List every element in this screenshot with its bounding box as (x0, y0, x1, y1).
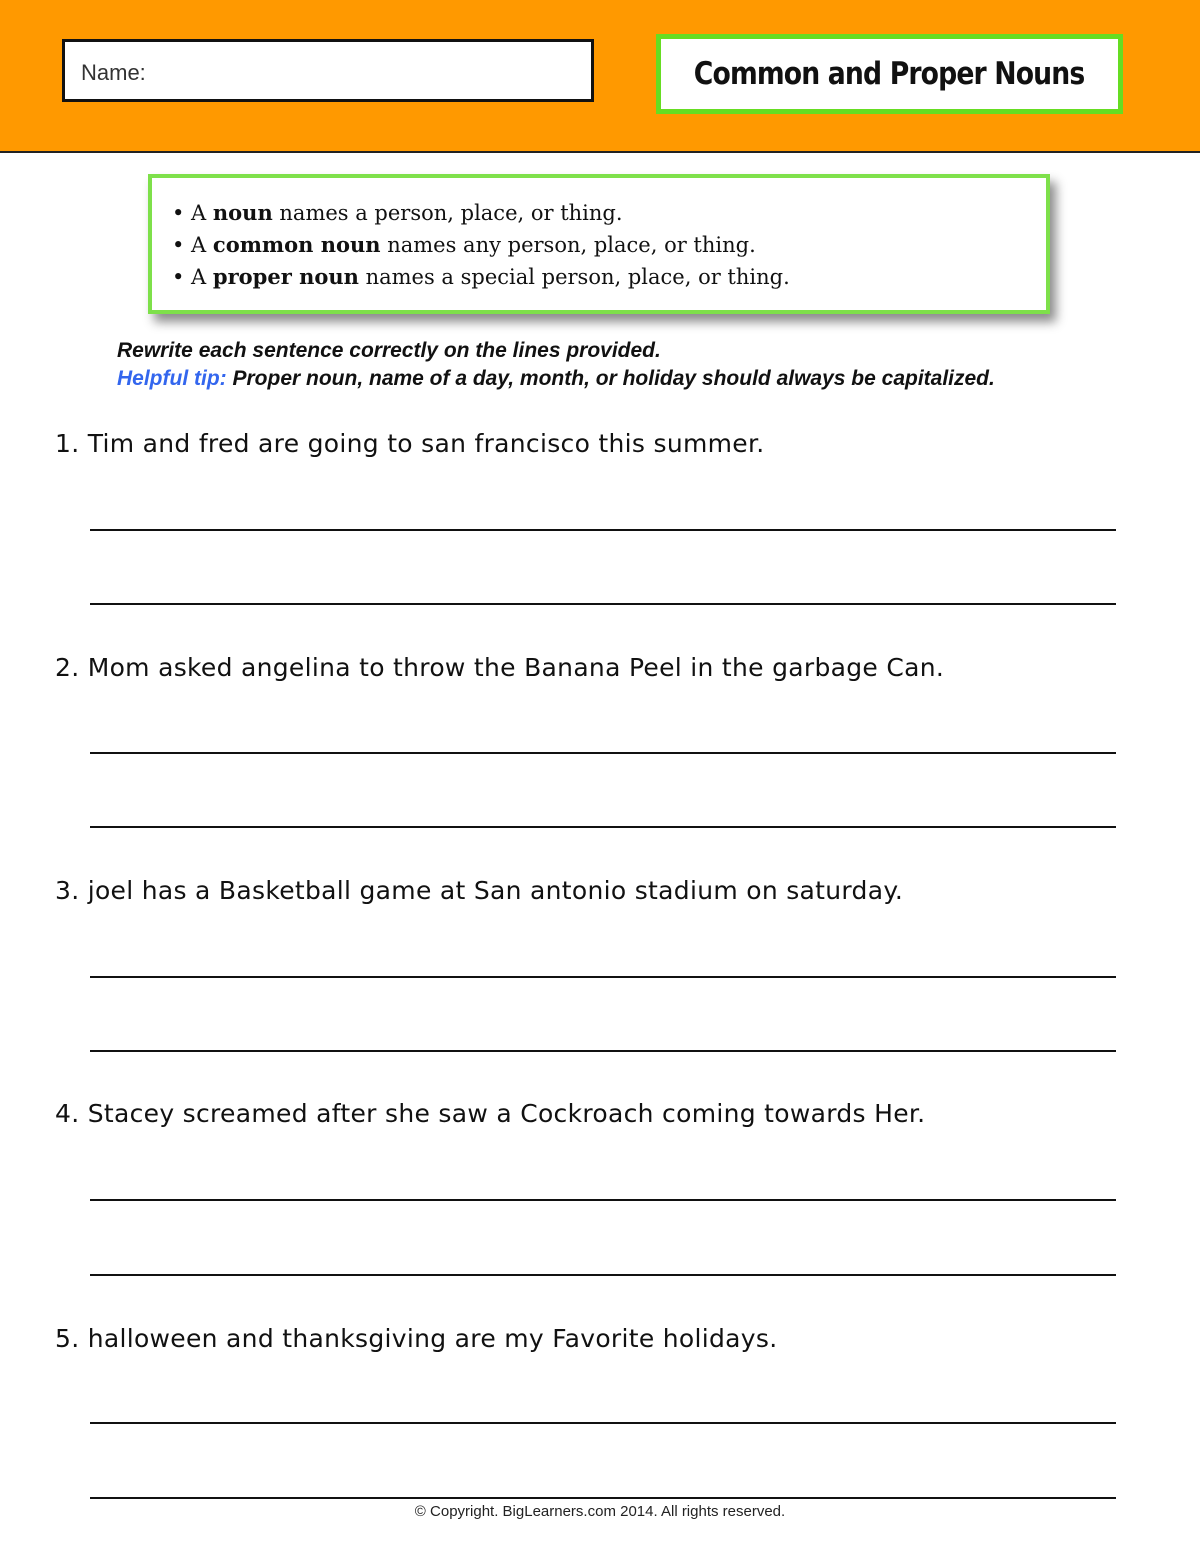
name-label: Name: (81, 60, 146, 85)
question-1: 1. Tim and fred are going to san francisco this summer. (55, 429, 765, 458)
question-3: 3. joel has a Basketball game at San antonio stadium on saturday. (55, 876, 904, 905)
answer-line[interactable] (90, 1050, 1116, 1052)
answer-line[interactable] (90, 826, 1116, 828)
answer-line[interactable] (90, 1199, 1116, 1201)
answer-line[interactable] (90, 529, 1116, 531)
helpful-tip-label: Helpful tip: (117, 367, 227, 390)
question-4: 4. Stacey screamed after she saw a Cockroach coming towards Her. (55, 1099, 926, 1128)
name-field[interactable] (62, 39, 594, 102)
title-box (656, 34, 1123, 114)
answer-line[interactable] (90, 1274, 1116, 1276)
helpful-tip (117, 365, 995, 393)
copyright-footer: © Copyright. BigLearners.com 2014. All rights reserved. (414, 1503, 786, 1520)
answer-line[interactable] (90, 1422, 1116, 1424)
worksheet-title: Common and Proper Nouns (694, 56, 1085, 92)
definition-common-noun: • A common noun names any person, place, or thing. (172, 232, 756, 257)
instruction-line: Rewrite each sentence correctly on the lines provided. (117, 339, 661, 362)
instructions (117, 337, 995, 393)
answer-line[interactable] (90, 1497, 1116, 1499)
definition-noun: • A noun names a person, place, or thing. (172, 200, 623, 225)
question-2: 2. Mom asked angelina to throw the Banana Peel in the garbage Can. (55, 653, 945, 682)
definitions-box (148, 174, 1050, 314)
helpful-tip-text: Proper noun, name of a day, month, or holiday should always be capitalized. (226, 367, 995, 390)
answer-line[interactable] (90, 603, 1116, 605)
question-5: 5. halloween and thanksgiving are my Favorite holidays. (55, 1324, 778, 1353)
answer-line[interactable] (90, 976, 1116, 978)
definition-proper-noun: • A proper noun names a special person, place, or thing. (172, 264, 790, 289)
answer-line[interactable] (90, 752, 1116, 754)
